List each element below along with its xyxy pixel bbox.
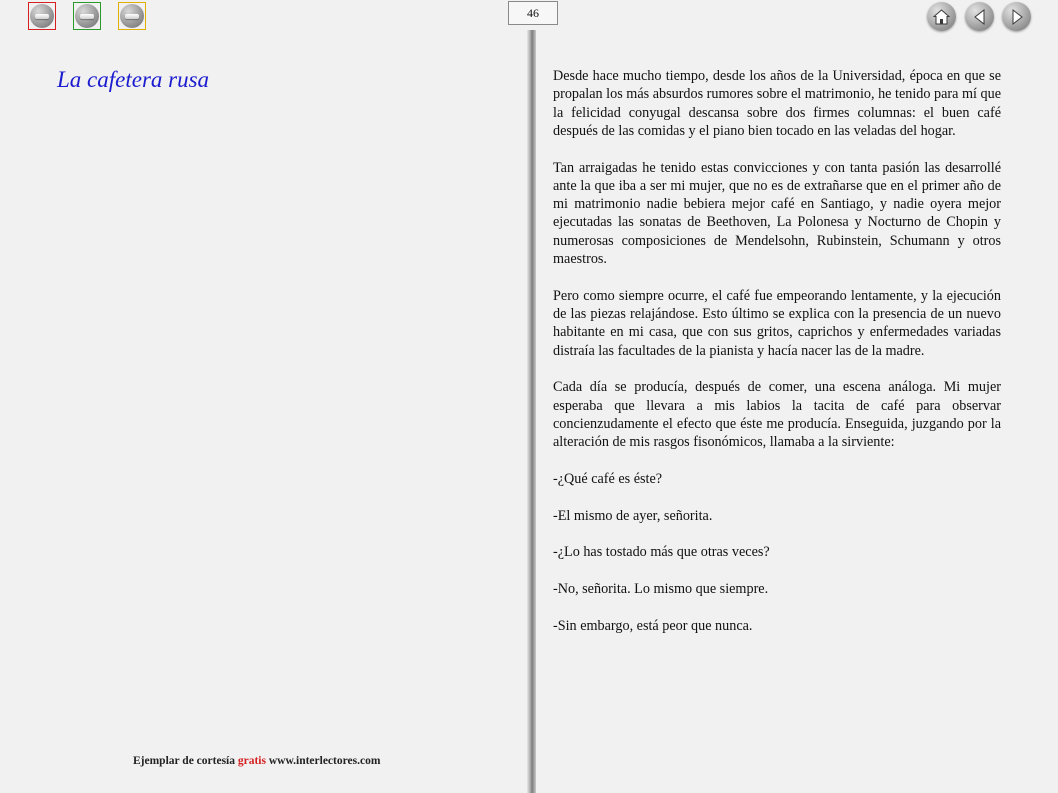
minimize-button-green[interactable] [73, 2, 101, 30]
footer-gratis: gratis [237, 755, 266, 767]
arrow-right-icon [1010, 9, 1024, 25]
dialogue-line: -Sin embargo, está peor que nunca. [553, 617, 753, 634]
paragraph: Tan arraigadas he tenido estas convicciones y con tanta pasión las desarrollé ante la que iba a ser mi mujer, que no es de extrañarse que en el primer año de mi matrimonio nadie bebiera mejor café en Santiago, y nadie oyera mejor ejecutadas las sonatas de Beethoven, La Polonesa y Nocturno de Chopin y numerosas composiciones de Mendelsohn, Rubinstein, Schumann y otros maestros. [553, 159, 1001, 268]
minimize-button-red[interactable] [28, 2, 56, 30]
footer-credit [133, 755, 380, 767]
arrow-left-icon [973, 9, 987, 25]
footer-prefix: Ejemplar de cortesía [133, 755, 235, 767]
minus-icon [30, 4, 54, 28]
paragraph: Pero como siempre ocurre, el café fue empeorando lentamente, y la ejecución de las piezas relajándose. Esto último se explica con la presencia de un nuevo habitante en mi casa, que con sus gritos, caprichos y enfermedades variadas distraía las facultades de la pianista y hacía nacer las de la madre. [553, 287, 1001, 359]
previous-page-button[interactable] [965, 2, 994, 31]
dialogue-line: -No, señorita. Lo mismo que siempre. [553, 580, 769, 597]
dialogue-line: -¿Qué café es éste? [553, 470, 663, 487]
home-icon [933, 9, 950, 25]
book-spine [527, 30, 536, 793]
chapter-title: La cafetera rusa [57, 67, 210, 92]
dialogue-line: -¿Lo has tostado más que otras veces? [553, 544, 770, 561]
minus-icon [75, 4, 99, 28]
footer-site-link[interactable]: www.interlectores.com [268, 755, 381, 767]
page-number: 46 [508, 1, 558, 25]
home-button[interactable] [927, 2, 956, 31]
paragraph: Desde hace mucho tiempo, desde los años de la Universidad, época en que se propalan los más absurdos rumores sobre el matrimonio, he tenido para mí que la felicidad conyugal descansa sobre dos firmes columnas: el buen café después de las comidas y el piano bien tocado en las veladas del hogar. [553, 68, 1001, 139]
paragraph: Cada día se producía, después de comer, una escena análoga. Mi mujer esperaba que llevara a mis labios la tacita de café para observar concienzudamente el efecto que éste me producía. Enseguida, juzgando por la alteración de mis rasgos fisonómicos, llamaba a la sirviente: [553, 379, 1001, 451]
minimize-button-yellow[interactable] [118, 2, 146, 30]
dialogue-line: -El mismo de ayer, señorita. [553, 507, 713, 524]
next-page-button[interactable] [1002, 2, 1031, 31]
minus-icon [120, 4, 144, 28]
chapter-text [553, 67, 1001, 653]
